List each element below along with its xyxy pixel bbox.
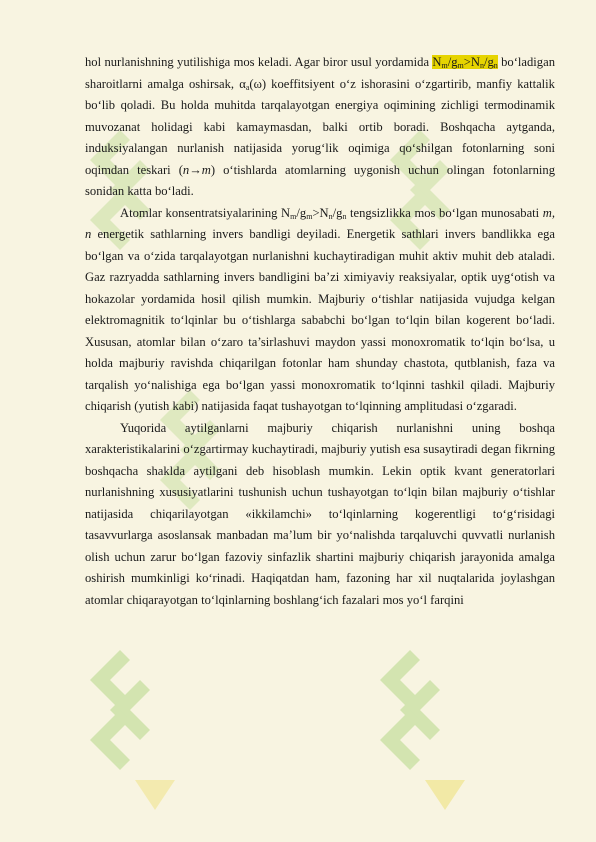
paragraph-1: hol nurlanishning yutilishiga mos keladi. Agar biror usul yordamida $N_m/g_m>N_n/g_n$ bo‘ladigan sharoitlarni amalga oshirsak, $\alpha_a(\omega)$ koeffitsiyent o‘z ishorasini o‘zgartirib, manfiy kattalik bo‘lib qoladi. Bu holda muhitda tarqalayotgan energiya oqimining zichligi termodinamik muvozanat holidagi kabi kamaymasdan, balki ortib boradi. Boshqacha aytganda, induksiyalangan nurlanish natijasida yorug‘lik oqimiga qo‘shilgan fotonlarning soni oqimdan teskari (n→m) o‘tishlarda atomlarning uygonish uchun olingan fotonlarning sonidan katta bo‘ladi.	[85, 55, 555, 198]
highlighted-formula: $N_m/g_m>N_n/g_n$	[432, 55, 498, 70]
alpha-symbol: α	[239, 76, 246, 91]
paragraph-2: Atomlar konsentratsiyalarining $N_m/g_m>N_n/g_n$ tengsizlikka mos bo‘lgan munosabati m, n energetik sathlarning invers bandligi deyiladi. Energetik sathlari invers bandlikka ega bo‘lgan va o‘zida tarqalayotgan nurlanishni kuchaytiradigan muhit aktiv muhit deb ataladi. Gaz razryadda sathlarning invers bandligini ba’zi ximiyaviy reaksiyalar, optik uyg‘otish va hokazolar yordamida hosil qilish mumkin. Majburiy o‘tishlar natijasida vujudga kelgan elektromagnitik to‘lqinlar bu o‘tishlarga sababchi bo‘lgan to‘lqin bilan kogerent bo‘ladi. Xususan, atomlar bilan o‘zaro ta’sirlashuvi maydon yassi monoxromatik to‘lqin bo‘lsa, u holda majburiy ravishda chiqarilgan fotonlar ham shunday chastota, qutblanish, faza va tarqalish yo‘nalishiga ega bo‘lgan yassi monoxromatik to‘lqinni tashkil qiladi. Majburiy chiqarish (yutish kabi) natijasida faqat tushayotgan to‘lqinning amplitudasi o‘zgaradi.	[85, 205, 556, 413]
watermark-logo-icon	[80, 640, 210, 820]
watermark-logo-icon	[370, 640, 500, 820]
page-body	[85, 52, 555, 611]
transition-label: n→m	[182, 162, 211, 177]
paragraph-3: Yuqorida aytilganlarni majburiy chiqarish nurlanishni uning boshqa xarakteristikalarini o‘zgartirmay kuchaytiradi, majburiy yutish esa susaytiradi degan fikrning boshqacha shaklda aytilgani deb hisoblash mumkin. Lekin optik kvant generatorlari nurlanishning xususiyatlarini tushunish uchun tushayotgan to‘lqin bilan majburiy o‘tishlar natijasida chiqarilayotgan «ikkilamchi» to‘lqinlarning kogerentligi to‘g‘risidagi tasavvurlarga asoslansak manbadan ma’lum bir yo‘nalishda tarqaluvchi quvvatli nurlanish olish uchun zarur bo‘lgan fazoviy sinfazlik shartini majburiy chiqarish jarayonida amalga oshirish mumkinligi ko‘rinadi. Haqiqatdan ham, fazoning har xil nuqtalarida joylashgan atomlar chiqarayotgan to‘lqinlarning boshlang‘ich fazalari mos yo‘l farqini	[85, 420, 555, 607]
